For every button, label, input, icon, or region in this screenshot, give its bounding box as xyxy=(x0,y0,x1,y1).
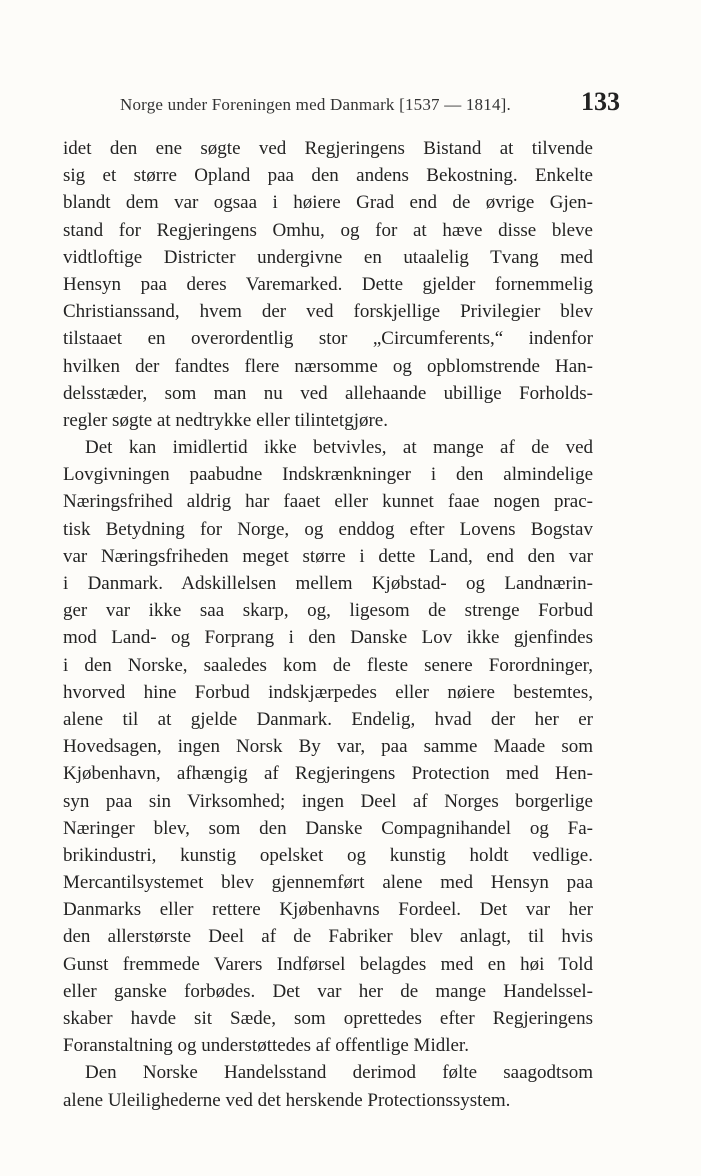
text-line: hvilken der fandtes flere nærsomme og opblomstrende Han- xyxy=(63,355,593,377)
text-line: mod Land- og Forprang i den Danske Lov ikke gjenfindes xyxy=(63,627,593,649)
text-line: Hovedsagen, ingen Norsk By var, paa samme Maade som xyxy=(63,736,593,758)
text-line: tilstaaet en overordentlig stor „Circumferents,“ indenfor xyxy=(63,328,593,350)
text-line: alene til at gjelde Danmark. Endelig, hvad der her er xyxy=(63,708,593,730)
text-line: i den Norske, saaledes kom de fleste senere Forordninger, xyxy=(63,654,593,676)
text-line: blandt dem var ogsaa i høiere Grad end de øvrige Gjen- xyxy=(63,192,593,214)
body-text xyxy=(63,135,593,1114)
text-line: ger var ikke saa skarp, og, ligesom de strenge Forbud xyxy=(63,600,593,622)
text-line: alene Uleilighederne ved det herskende Protectionssystem. xyxy=(63,1089,511,1111)
text-line: Danmarks eller rettere Kjøbenhavns Fordeel. Det var her xyxy=(63,899,593,921)
text-line: var Næringsfriheden meget større i dette Land, end den var xyxy=(63,545,593,567)
text-line: sig et større Opland paa den andens Bekostning. Enkelte xyxy=(63,165,593,187)
text-line: regler søgte at nedtrykke eller tilintetgjøre. xyxy=(63,409,388,431)
text-line: idet den ene søgte ved Regjeringens Bistand at tilvende xyxy=(63,138,593,159)
text-line: skaber havde sit Sæde, som oprettedes efter Regjeringens xyxy=(63,1008,593,1029)
text-line: tisk Betydning for Norge, og enddog efter Lovens Bogstav xyxy=(63,518,593,540)
text-line: Det kan imidlertid ikke betvivles, at mange af de ved xyxy=(85,437,593,459)
text-line: syn paa sin Virksomhed; ingen Deel af Norges borgerlige xyxy=(63,790,593,812)
text-line: Lovgivningen paabudne Indskrænkninger i den almindelige xyxy=(63,464,593,486)
text-line: eller ganske forbødes. Det var her de mange Handelssel- xyxy=(63,980,593,1002)
running-title: Norge under Foreningen med Danmark [1537 — 1814]. xyxy=(120,95,511,114)
text-line: Foranstaltning og understøttedes af offentlige Midler. xyxy=(63,1035,469,1057)
text-line: stand for Regjeringens Omhu, og for at hæve disse bleve xyxy=(63,219,593,241)
text-line: Kjøbenhavn, afhængig af Regjeringens Protection med Hen- xyxy=(63,763,593,785)
text-line: Mercantilsystemet blev gjennemført alene med Hensyn paa xyxy=(63,872,593,894)
text-line: den allerstørste Deel af de Fabriker blev anlagt, til hvis xyxy=(63,926,593,948)
paragraph xyxy=(63,434,593,1059)
paragraph xyxy=(63,135,593,434)
text-line: i Danmark. Adskillelsen mellem Kjøbstad- og Landnærin- xyxy=(63,573,593,594)
text-line: hvorved hine Forbud indskjærpedes eller nøiere bestemtes, xyxy=(63,681,593,703)
text-line: brikindustri, kunstig opelsket og kunstig holdt vedlige. xyxy=(63,844,593,866)
text-line: Christianssand, hvem der ved forskjellige Privilegier blev xyxy=(63,301,593,323)
text-line: vidtloftige Districter undergivne en utaalelig Tvang med xyxy=(63,246,593,268)
page-number: 133 xyxy=(581,87,620,116)
text-line: Den Norske Handelsstand derimod følte saagodtsom xyxy=(85,1062,593,1084)
text-line: Gunst fremmede Varers Indførsel belagdes med en høi Told xyxy=(63,953,593,975)
text-line: Næringsfrihed aldrig har faaet eller kunnet faae nogen prac- xyxy=(63,491,593,513)
text-line: Hensyn paa deres Varemarked. Dette gjelder fornemmelig xyxy=(63,273,593,295)
text-line: delsstæder, som man nu ved allehaande ubillige Forholds- xyxy=(63,382,593,404)
text-line: Næringer blev, som den Danske Compagnihandel og Fa- xyxy=(63,817,593,839)
paragraph xyxy=(63,1059,593,1113)
page-header xyxy=(120,85,620,125)
